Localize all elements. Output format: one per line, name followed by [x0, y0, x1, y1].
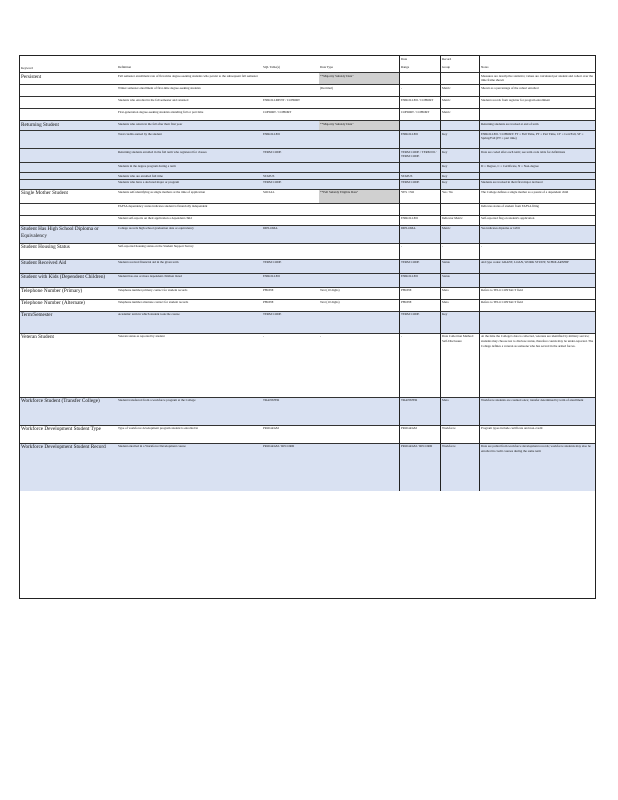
group-cell: Meta — [441, 287, 480, 299]
notes-cell: ENROLLED / COHORT: FT = Full Time, PT = Part Time, CF = Cert/Fall, SF = Spring/Fall (PT = part time) — [480, 130, 596, 148]
group-cell: Workforce — [441, 443, 480, 491]
definition-cell: FAFSA dependency status indicates student is financially independent — [117, 203, 262, 215]
group-cell: Yes / No — [441, 189, 480, 203]
range-cell: ENROLLED — [400, 215, 441, 225]
definition-cell: Academic term in which student took the course — [117, 311, 262, 333]
sql-table-cell: TERM CODE — [262, 179, 319, 189]
table-row — [20, 179, 595, 189]
data-type-cell — [319, 443, 400, 491]
table-row — [20, 189, 595, 203]
group-cell: Meta — [441, 397, 480, 425]
group-cell: Key — [441, 148, 480, 162]
data-type-cell: - — [319, 333, 400, 397]
group-cell: Indicator Metric — [441, 215, 480, 225]
table-row — [20, 96, 595, 108]
group-cell: Workforce — [441, 425, 480, 443]
table-row — [20, 425, 595, 443]
table-row — [20, 162, 595, 172]
col-definition: Definition — [118, 64, 132, 69]
definition-cell: Students in the degree program during a term — [117, 162, 262, 172]
data-type-cell: Text (10 digits) — [319, 287, 400, 299]
keyword-cell — [20, 84, 117, 96]
keyword-cell — [20, 130, 117, 148]
range-cell: COHORT / COHORT — [400, 108, 441, 120]
definition-cell: Student enrolled in a Workforce Development course — [117, 443, 262, 491]
col-range: Range — [400, 64, 441, 72]
data-type-cell — [319, 203, 400, 215]
definition-cell: Self-reported housing status on the Student Support Survey — [117, 243, 262, 259]
group-cell — [441, 72, 480, 84]
range-cell: TERM CODE — [400, 179, 441, 189]
notes-cell — [480, 108, 596, 120]
table-row — [20, 299, 595, 311]
definition-cell: Students who have a declared major or program — [117, 179, 262, 189]
table-row — [20, 203, 595, 215]
notes-cell: Student records from registrar for program enrollment — [480, 96, 596, 108]
sql-table-cell — [262, 72, 319, 84]
group-cell — [441, 203, 480, 215]
keyword-cell: Student Received Aid — [20, 259, 117, 273]
data-type-cell — [319, 148, 400, 162]
sql-table-cell — [262, 84, 319, 96]
table-row — [20, 287, 595, 299]
definition-cell: Telephone number primary contact for student records — [117, 287, 262, 299]
notes-cell: At the time the College's data is collected, veterans are identified by military service; students may choose not to disclose status, therefore counts may be under-reported. The College defines a veteran as someone who has served in the armed forces. — [480, 333, 596, 397]
notes-cell: D = Degree, C = Certificate, N = Non-degree — [480, 162, 596, 172]
keyword-cell — [20, 148, 117, 162]
notes-cell: Aid type codes: GRANT, LOAN, WORK STUDY, SCHOLARSHIP — [480, 259, 596, 273]
dictionary-grid — [20, 56, 595, 491]
range-cell: TERM CODE / TERM ID / TERM CODE — [400, 148, 441, 162]
keyword-cell — [20, 96, 117, 108]
range-cell: DIPLOMA — [400, 225, 441, 243]
table-row — [20, 259, 595, 273]
notes-cell: Self-reported flag on student's application — [480, 215, 596, 225]
notes-cell: Indicates status of student from FAFSA filing — [480, 203, 596, 215]
header-record: Record — [441, 56, 480, 64]
keyword-cell — [20, 203, 117, 215]
definition-cell: Student self-reports on their application a dependent child — [117, 215, 262, 225]
sql-table-cell — [262, 243, 319, 259]
definition-cell: Students who enrolled in the fall semester and returned — [117, 96, 262, 108]
keyword-cell: Term/Semester — [20, 311, 117, 333]
table-row — [20, 443, 595, 491]
definition-cell: Student received financial aid in the given term — [117, 259, 262, 273]
definition-cell: First-generation degree-seeking students attending full or part time — [117, 108, 262, 120]
data-dictionary-table — [19, 55, 596, 599]
sql-table-cell: DIPLOMA — [262, 225, 319, 243]
keyword-cell: Workforce Development Student Record — [20, 443, 117, 491]
table-body — [20, 72, 595, 491]
keyword-cell: Single Mother Student — [20, 189, 117, 203]
table-row — [20, 84, 595, 96]
keyword-cell — [20, 179, 117, 189]
table-row — [20, 333, 595, 397]
range-cell — [400, 72, 441, 84]
range-cell: PROGRAM / RECORD — [400, 443, 441, 491]
sql-table-cell: TERM CODE — [262, 311, 319, 333]
data-type-cell — [319, 179, 400, 189]
definition-cell: College records high school graduation date or equivalency — [117, 225, 262, 243]
range-cell: - — [400, 84, 441, 96]
keyword-cell — [20, 172, 117, 179]
definition-cell: Total credits earned by the student — [117, 130, 262, 148]
group-cell — [441, 120, 480, 130]
data-type-cell: (Decimal) — [319, 84, 400, 96]
data-type-cell — [319, 108, 400, 120]
table-row — [20, 172, 595, 179]
group-cell: Key — [441, 179, 480, 189]
notes-cell: Data are coded after each term; see term code table for definitions — [480, 148, 596, 162]
table-row — [20, 130, 595, 148]
group-cell: Metric — [441, 108, 480, 120]
notes-cell: Refers to TEL# CONTACT field — [480, 299, 596, 311]
notes-cell: Workforce students are counted once; transfer determined by term of enrollment — [480, 397, 596, 425]
range-cell: TRANSFER — [400, 397, 441, 425]
notes-cell: Data are pulled from workforce development records; workforce students may also be enrolled in credit courses during the same term — [480, 443, 596, 491]
notes-cell — [480, 172, 596, 179]
definition-cell: Student has one or more dependent children listed — [117, 273, 262, 287]
notes-cell: Measures are descriptive statistics; values are calculated per student and cohort over the time frame shown — [480, 72, 596, 84]
keyword-cell — [20, 215, 117, 225]
sql-table-cell: ENROLLED — [262, 273, 319, 287]
col-sql-tables: SQL Table(s) — [263, 64, 281, 69]
keyword-cell: Workforce Development Student Type — [20, 425, 117, 443]
range-cell: STATUS — [400, 172, 441, 179]
sql-table-cell: PROGRAM — [262, 425, 319, 443]
keyword-cell: Telephone Number (Primary) — [20, 287, 117, 299]
sql-table-cell — [262, 203, 319, 215]
group-cell: Metric — [441, 225, 480, 243]
range-cell: ENROLLED — [400, 273, 441, 287]
notes-cell — [480, 273, 596, 287]
notes-cell: Refers to TEL# CONTACT field — [480, 287, 596, 299]
keyword-cell: Persistent — [20, 72, 117, 84]
data-type-cell: **Majority Subsidy Data" — [319, 120, 400, 130]
table-row — [20, 225, 595, 243]
data-type-cell — [319, 259, 400, 273]
table-row — [20, 148, 595, 162]
data-type-cell — [319, 243, 400, 259]
table-row — [20, 311, 595, 333]
data-type-cell — [319, 311, 400, 333]
notes-cell: - — [480, 243, 596, 259]
keyword-cell: Student Has High School Diploma or Equivalency — [20, 225, 117, 243]
data-type-cell — [319, 130, 400, 148]
sql-table-cell: PHONE — [262, 299, 319, 311]
keyword-cell — [20, 162, 117, 172]
data-type-cell — [319, 397, 400, 425]
sql-table-cell — [262, 215, 319, 225]
definition-cell: Students self-identifying as single mothers at the time of application — [117, 189, 262, 203]
definition-cell: Veteran status as reported by student — [117, 333, 262, 397]
definition-cell: Telephone number alternate contact for student records — [117, 299, 262, 311]
sql-table-cell: - — [262, 333, 319, 397]
data-type-cell — [319, 215, 400, 225]
col-keyword: Keyword — [21, 65, 33, 70]
keyword-cell: Student with Kids (Dependent Children) — [20, 273, 117, 287]
group-cell: Metric — [441, 84, 480, 96]
table-row — [20, 215, 595, 225]
range-cell: PROGRAM — [400, 425, 441, 443]
keyword-cell: Workforce Student (Transfer College) — [20, 397, 117, 425]
data-type-cell: Text (10 digits) — [319, 299, 400, 311]
definition-cell: Fall semester enrollment rate of first-time degree-seeking students who persist to the subsequent fall semester — [117, 72, 262, 84]
notes-cell: Shown as a percentage of the cohort enrolled — [480, 84, 596, 96]
definition-cell: Students who are enrolled full time — [117, 172, 262, 179]
sql-table-cell: PHONE — [262, 287, 319, 299]
range-cell — [400, 203, 441, 215]
table-row — [20, 120, 595, 130]
keyword-cell: Veteran Student — [20, 333, 117, 397]
sql-table-cell: TRANSFER — [262, 397, 319, 425]
notes-cell: The College defines a single mother as a parent of a dependent child — [480, 189, 596, 203]
data-type-cell — [319, 162, 400, 172]
col-notes: Notes — [480, 64, 596, 72]
keyword-cell — [20, 108, 117, 120]
group-cell: Key — [441, 311, 480, 333]
sql-table-cell: TERM CODE — [262, 148, 319, 162]
group-cell: Key — [441, 172, 480, 179]
keyword-cell: Returning Student — [20, 120, 117, 130]
range-cell: ENROLLED / COHORT — [400, 96, 441, 108]
table-row — [20, 72, 595, 84]
sql-table-cell: ENROLLED — [262, 130, 319, 148]
table-row — [20, 108, 595, 120]
sql-table-cell: TERM CODE — [262, 259, 319, 273]
data-type-cell — [319, 96, 400, 108]
table-row — [20, 273, 595, 287]
range-cell: ENROLLED — [400, 130, 441, 148]
data-type-cell: **Pell Subsidy Eligible Data" — [319, 189, 400, 203]
notes-cell — [480, 311, 596, 333]
data-type-cell — [319, 273, 400, 287]
sql-table-cell — [262, 120, 319, 130]
definition-cell: Winter semester enrollment of first-time degree-seeking students — [117, 84, 262, 96]
range-cell: PHONE — [400, 299, 441, 311]
group-cell: Key — [441, 130, 480, 148]
range-cell: TERM CODE — [400, 259, 441, 273]
data-type-cell: **Majority Subsidy Data" — [319, 72, 400, 84]
group-cell: Metric — [441, 96, 480, 108]
range-cell: - — [400, 243, 441, 259]
definition-cell: Type of workforce development program student is enrolled in — [117, 425, 262, 443]
definition-cell: Students who return in the fall after their first year — [117, 120, 262, 130]
group-cell: - — [441, 243, 480, 259]
range-cell: YES / NO — [400, 189, 441, 203]
data-type-cell — [319, 172, 400, 179]
range-cell: PHONE — [400, 287, 441, 299]
table-row — [20, 243, 595, 259]
group-cell: Data Collection Method: Self-Disclosure — [441, 333, 480, 397]
top-header-row — [20, 56, 595, 64]
sql-table-cell: ENROLLMENT / COHORT — [262, 96, 319, 108]
definition-cell: Student transferred from a workforce program at the College — [117, 397, 262, 425]
definition-cell: Returning students enrolled in the fall term who registered for classes — [117, 148, 262, 162]
keyword-cell: Telephone Number (Alternate) — [20, 299, 117, 311]
data-type-cell — [319, 425, 400, 443]
col-data-type: Data Type — [320, 64, 334, 69]
sql-table-cell: STATUS — [262, 172, 319, 179]
sql-table-cell — [262, 162, 319, 172]
notes-cell: Returning students are tracked at end of term — [480, 120, 596, 130]
column-header-row — [20, 64, 595, 72]
col-group: Group — [441, 64, 480, 72]
sql-table-cell: SOCIAL — [262, 189, 319, 203]
group-cell: Status — [441, 259, 480, 273]
notes-cell: Program types include certificate and non-credit — [480, 425, 596, 443]
keyword-cell: Student Housing Status — [20, 243, 117, 259]
range-cell — [400, 162, 441, 172]
group-cell: Meta — [441, 299, 480, 311]
range-cell — [400, 120, 441, 130]
table-row — [20, 397, 595, 425]
header-data: Data — [400, 56, 441, 64]
group-cell: Status — [441, 273, 480, 287]
range-cell: TERM CODE — [400, 311, 441, 333]
group-cell: Key — [441, 162, 480, 172]
sql-table-cell: PROGRAM / RECORD — [262, 443, 319, 491]
data-type-cell — [319, 225, 400, 243]
notes-cell: Students are tracked in their first major declared — [480, 179, 596, 189]
range-cell: - — [400, 333, 441, 397]
notes-cell: Yes indicates diploma or GED — [480, 225, 596, 243]
sql-table-cell: COHORT / COHORT — [262, 108, 319, 120]
